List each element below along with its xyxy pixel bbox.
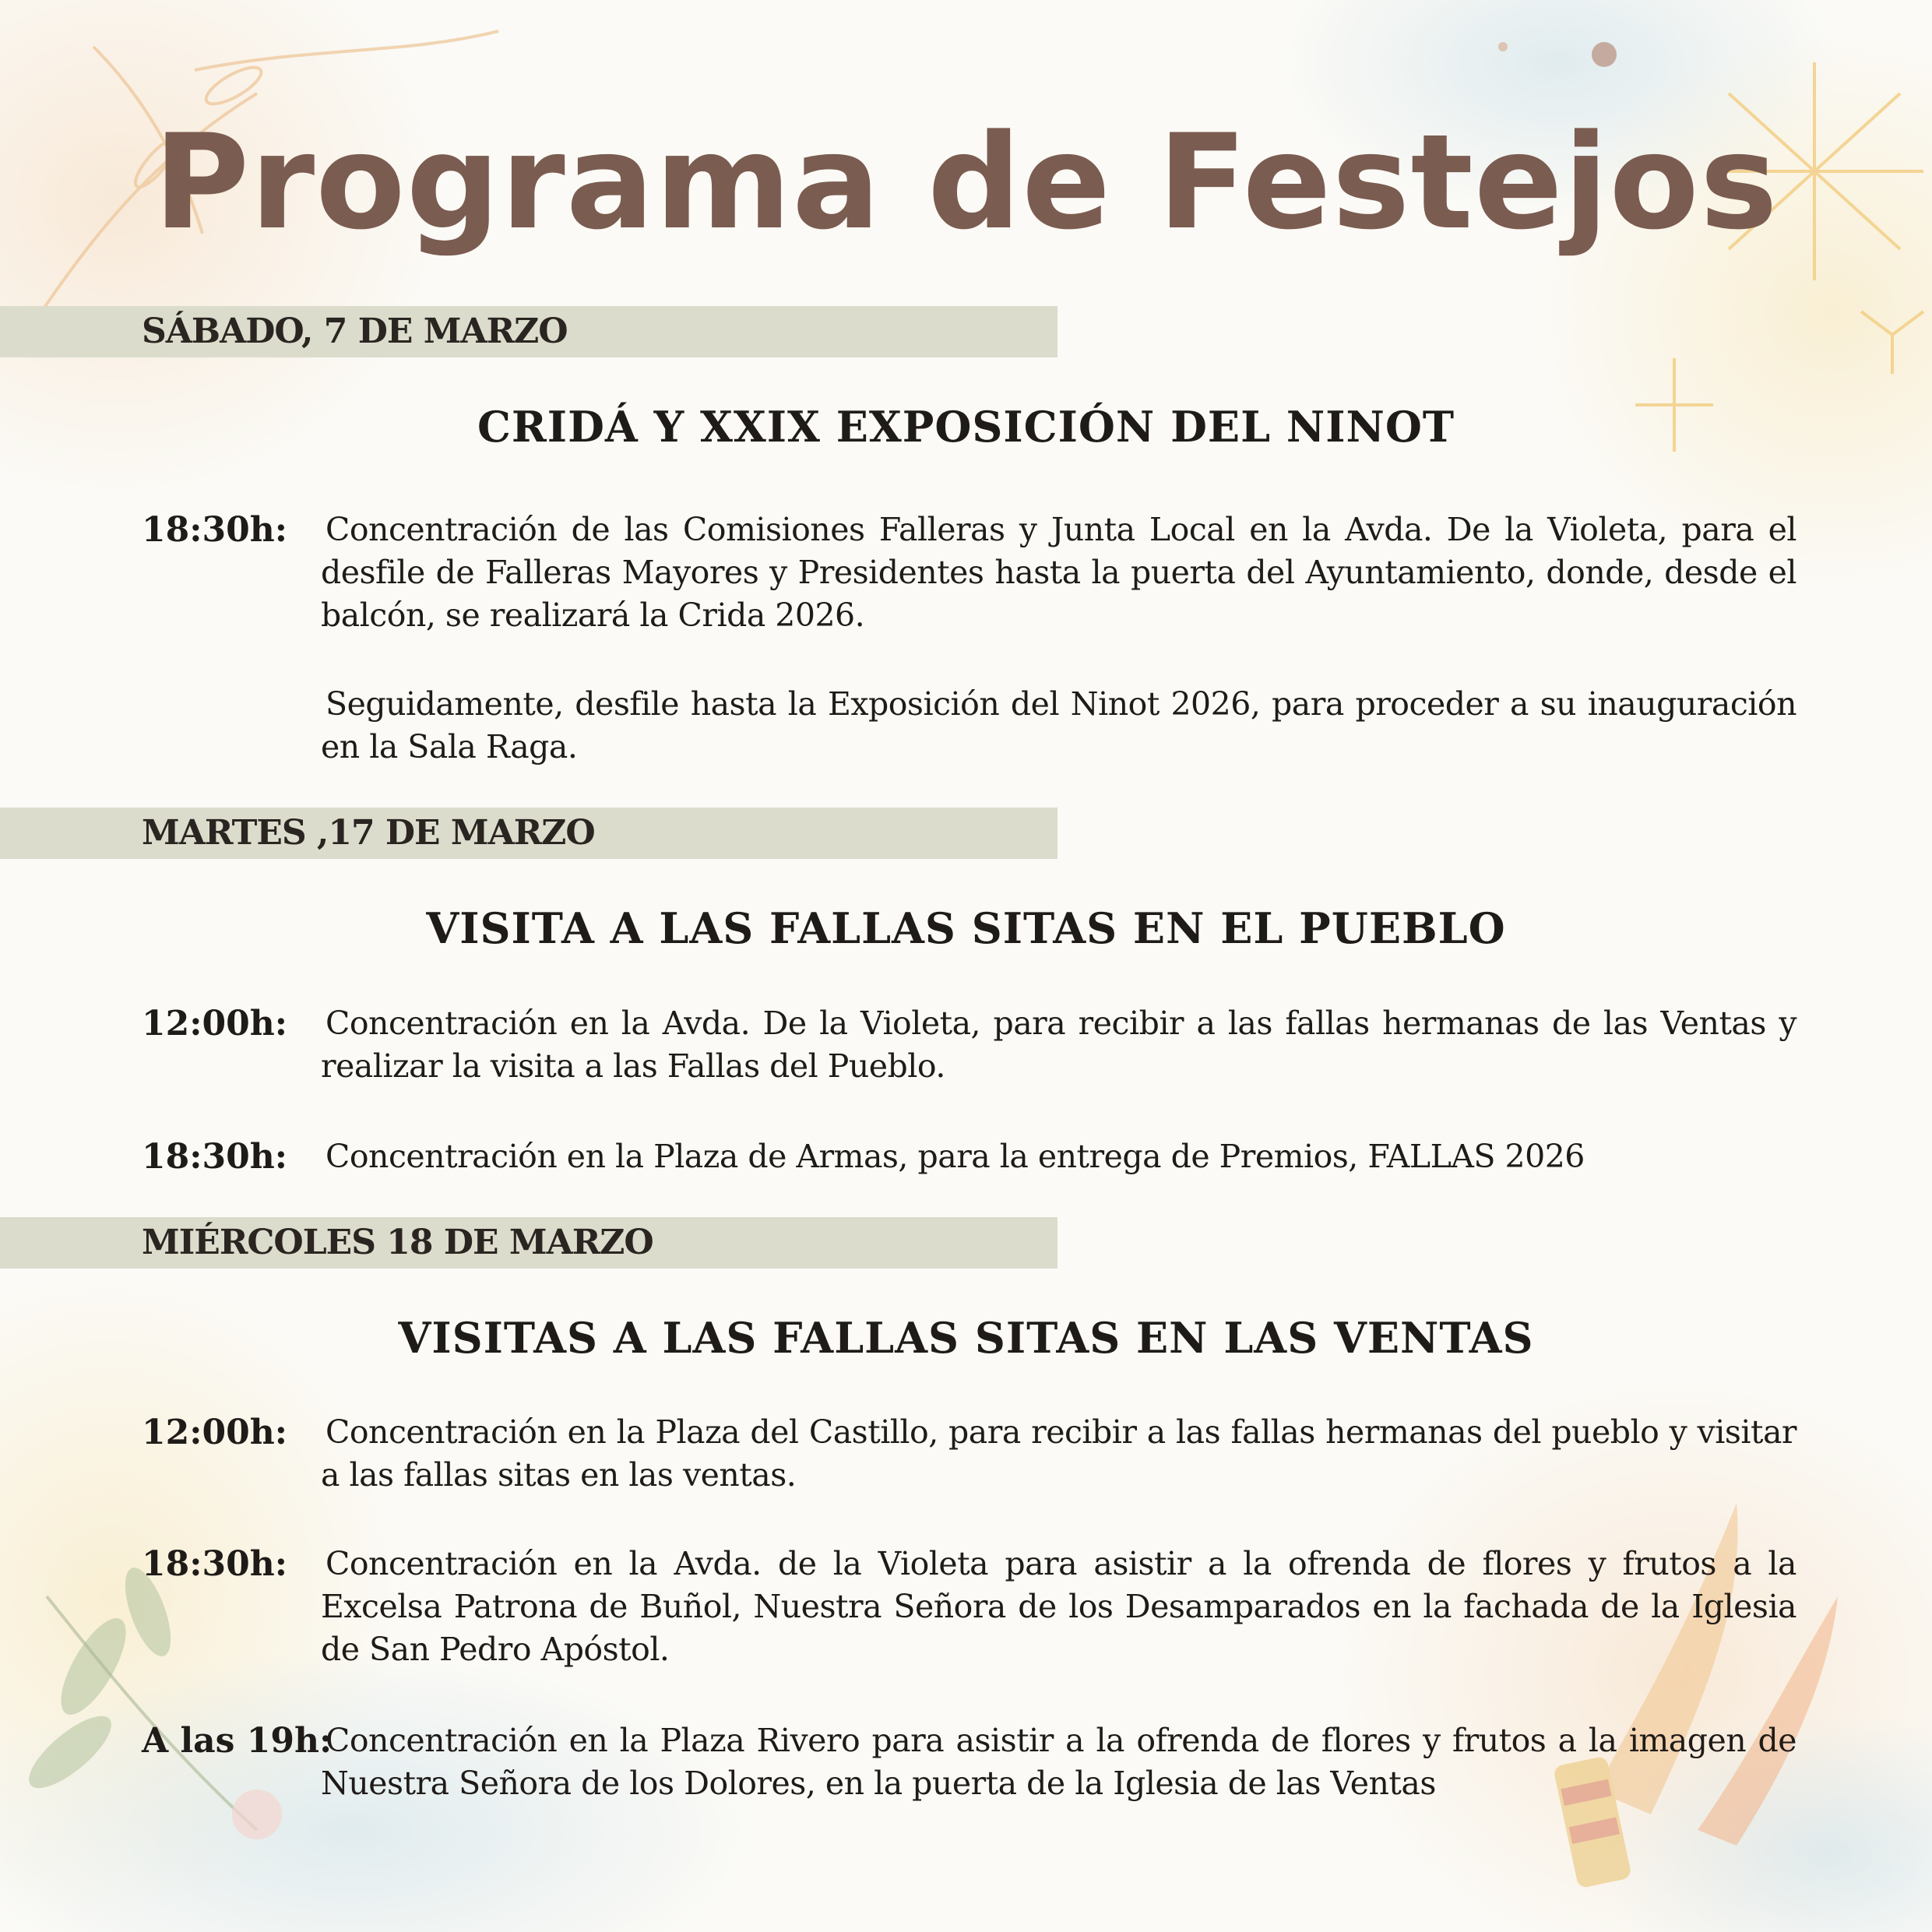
day-header-sabado (0, 306, 1057, 357)
event-title: CRIDÁ Y XXIX EXPOSICIÓN DEL NINOT (477, 402, 1455, 452)
schedule-entry (142, 1411, 1797, 1497)
day-label: MIÉRCOLES 18 DE MARZO (142, 1223, 653, 1262)
schedule-entry (142, 1002, 1797, 1088)
entry-time: 18:30h: (142, 510, 287, 550)
entry-description: Concentración en la Plaza del Castillo, para recibir a las fallas hermanas del pueblo y visitar a las fallas sitas en las ventas. (321, 1413, 1797, 1494)
entry-time: 12:00h: (142, 1413, 287, 1452)
day-header-miercoles (0, 1217, 1057, 1269)
entry-description: Concentración de las Comisiones Falleras y Junta Local en la Avda. De la Violeta, para el desfile de Falleras Mayores y Presidentes hasta la puerta del Ayuntamiento, donde, desde el balcón, se realizará la Crida 2026. (321, 511, 1797, 634)
entry-time: 18:30h: (142, 1544, 287, 1584)
entry-description: Concentración en la Plaza Rivero para asistir a la ofrenda de flores y frutos a la imagen de Nuestra Señora de los Dolores, en la puerta de la Iglesia de las Ventas (321, 1722, 1797, 1802)
entry-time: 18:30h: (142, 1137, 287, 1177)
entry-description: Seguidamente, desfile hasta la Exposición del Ninot 2026, para proceder a su inauguración en la Sala Raga. (321, 685, 1797, 765)
day-header-martes (0, 808, 1057, 859)
schedule-entry (142, 1543, 1797, 1671)
entry-description: Concentración en la Plaza de Armas, para la entrega de Premios, FALLAS 2026 (326, 1138, 1585, 1175)
entry-description: Concentración en la Avda. de la Violeta para asistir a la ofrenda de flores y frutos a la Excelsa Patrona de Buñol, Nuestra Señora de los Desamparados en la fachada de la Iglesia de San Pedro Apóstol. (321, 1545, 1797, 1668)
entry-description: Concentración en la Avda. De la Violeta, para recibir a las fallas hermanas de las Ventas y realizar la visita a las Fallas del Pueblo. (321, 1005, 1797, 1085)
entry-time: A las 19h: (142, 1721, 333, 1761)
day-label: SÁBADO, 7 DE MARZO (142, 311, 568, 351)
schedule-entry (142, 509, 1797, 637)
schedule-entry (142, 683, 1797, 769)
day-label: MARTES ,17 DE MARZO (142, 813, 595, 853)
event-title: VISITA A LAS FALLAS SITAS EN EL PUEBLO (426, 903, 1506, 953)
schedule-entry (142, 1135, 1797, 1178)
page-title: Programa de Festejos (153, 106, 1779, 259)
entry-time: 12:00h: (142, 1004, 287, 1043)
schedule-entry (142, 1719, 1797, 1805)
event-title: VISITAS A LAS FALLAS SITAS EN LAS VENTAS (398, 1313, 1534, 1363)
